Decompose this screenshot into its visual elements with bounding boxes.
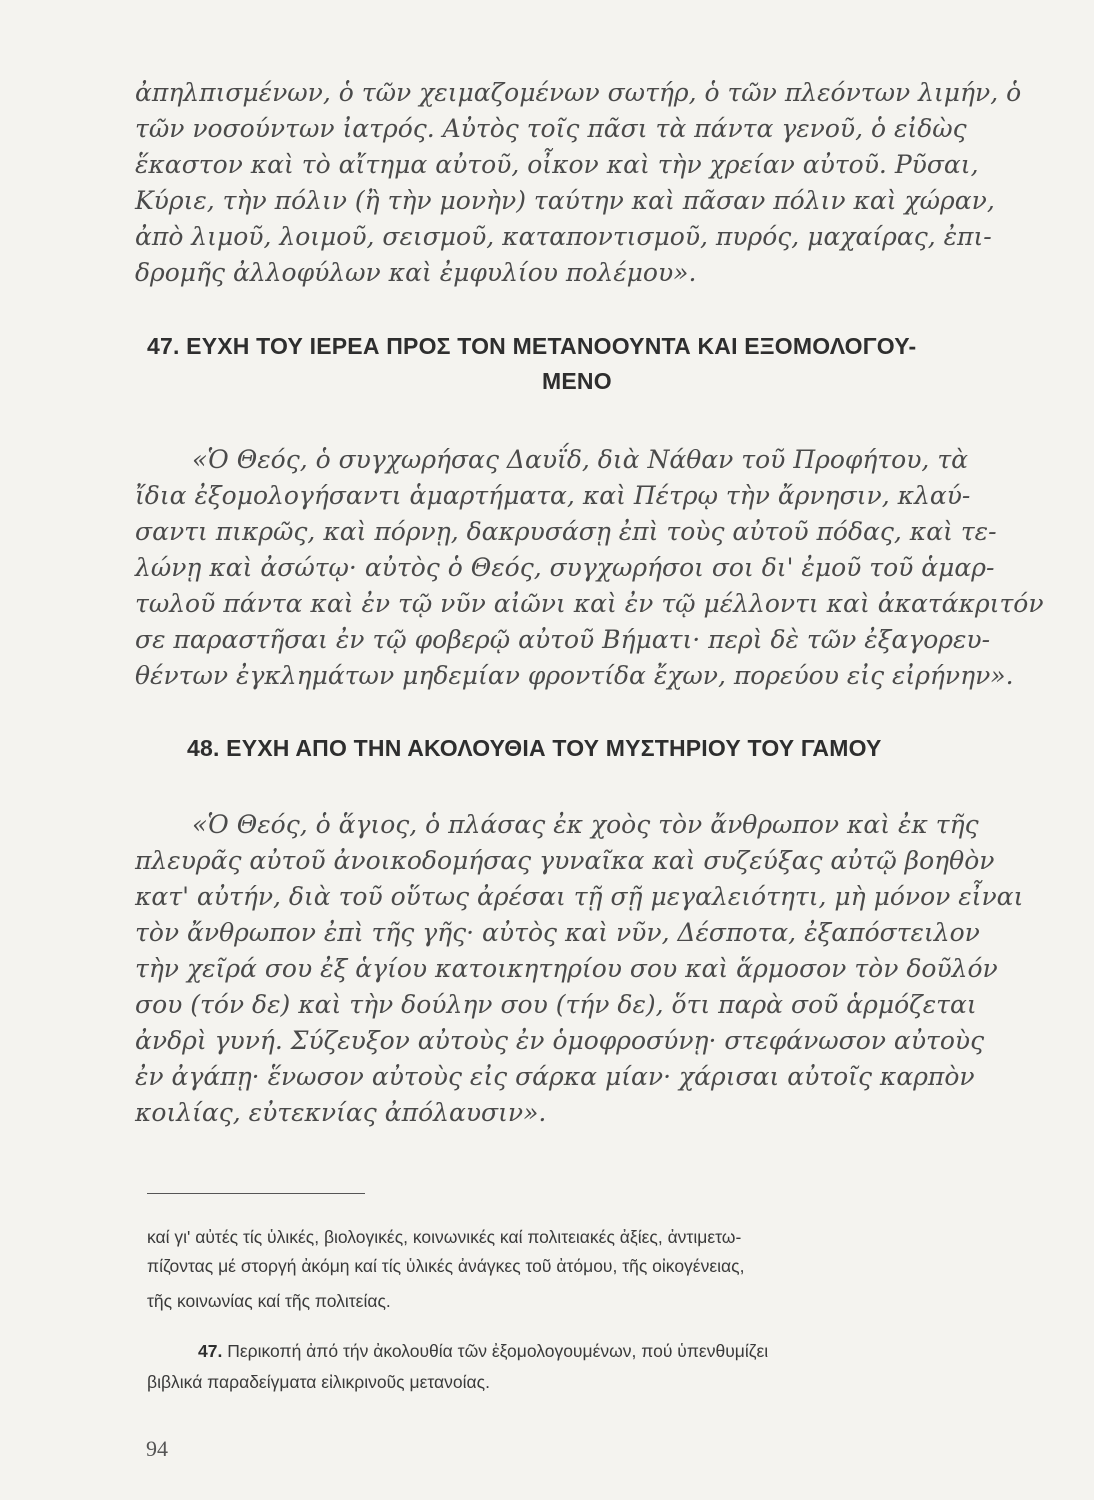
text-line: τὴν χεῖρά σου ἐξ ἁγίου κατοικητηρίου σου καὶ ἅρμοσον τὸν δοῦλόν bbox=[135, 954, 998, 983]
text-line: λώνῃ καὶ ἀσώτῳ· αὐτὸς ὁ Θεός, συγχωρήσοι σοι δι' ἐμοῦ τοῦ ἁμαρ- bbox=[135, 553, 995, 582]
text-line: σου (τόν δε) καὶ τὴν δούλην σου (τήν δε), ὅτι παρὰ σοῦ ἁρμόζεται bbox=[135, 990, 977, 1019]
footnote-47-number: 47. bbox=[198, 1341, 223, 1361]
section-47-heading: 47. ΕΥΧΗ ΤΟΥ ΙΕΡΕΑ ΠΡΟΣ ΤΟΝ ΜΕΤΑΝΟΟΥΝΤΑ ΚΑΙ ΕΞΟΜΟΛΟΓΟΥ- bbox=[147, 333, 917, 359]
text-line: ἴδια ἐξομολογήσαντι ἁμαρτήματα, καὶ Πέτρῳ τὴν ἄρνησιν, κλαύ- bbox=[135, 481, 971, 510]
text-line: πλευρᾶς αὐτοῦ ἀνοικοδομήσας γυναῖκα καὶ συζεύξας αὐτῷ βοηθὸν bbox=[135, 846, 995, 875]
text-line: ἀπὸ λιμοῦ, λοιμοῦ, σεισμοῦ, καταποντισμοῦ, πυρός, μαχαίρας, ἐπι- bbox=[135, 222, 992, 251]
text-line: θέντων ἐγκλημάτων μηδεμίαν φροντίδα ἔχων, πορεύου εἰς εἰρήνην». bbox=[135, 661, 1014, 690]
page-number: 94 bbox=[146, 1436, 168, 1461]
text-line: δρομῆς ἀλλοφύλων καὶ ἐμφυλίου πολέμου». bbox=[135, 258, 697, 287]
text-line: ἐν ἀγάπῃ· ἕνωσον αὐτοὺς εἰς σάρκα μίαν· χάρισαι αὐτοῖς καρπὸν bbox=[135, 1062, 975, 1091]
footnote-line: τῆς κοινωνίας καί τῆς πολιτείας. bbox=[147, 1291, 391, 1311]
text-line: κατ' αὐτήν, διὰ τοῦ οὕτως ἀρέσαι τῇ σῇ μεγαλειότητι, μὴ μόνον εἶναι bbox=[135, 882, 1024, 911]
text-line: ἀπηλπισμένων, ὁ τῶν χειμαζομένων σωτήρ, ὁ τῶν πλεόντων λιμήν, ὁ bbox=[135, 78, 1022, 107]
text-line: σε παραστῆσαι ἐν τῷ φοβερῷ αὐτοῦ Βήματι· περὶ δὲ τῶν ἐξαγορευ- bbox=[135, 625, 991, 654]
text-line: ἀνδρὶ γυνή. Σύζευξον αὐτοὺς ἐν ὁμοφροσύνῃ· στεφάνωσον αὐτοὺς bbox=[135, 1026, 985, 1055]
section-48-heading: 48. ΕΥΧΗ ΑΠΟ ΤΗΝ ΑΚΟΛΟΥΘΙΑ ΤΟΥ ΜΥΣΤΗΡΙΟΥ ΤΟΥ ΓΑΜΟΥ bbox=[187, 735, 882, 761]
footnote-line: καί γι' αὐτές τίς ὑλικές, βιολογικές, κοινωνικές καί πολιτειακές ἀξίες, ἀντιμετω- bbox=[147, 1227, 742, 1247]
text-line: κοιλίας, εὐτεκνίας ἀπόλαυσιν». bbox=[135, 1098, 547, 1127]
text-line: «Ὁ Θεός, ὁ ἅγιος, ὁ πλάσας ἐκ χοὸς τὸν ἄνθρωπον καὶ ἐκ τῆς bbox=[192, 810, 979, 839]
text-line: τὸν ἄνθρωπον ἐπὶ τῆς γῆς· αὐτὸς καὶ νῦν, Δέσποτα, ἐξαπόστειλον bbox=[135, 918, 980, 947]
text-line: ἕκαστον καὶ τὸ αἴτημα αὐτοῦ, οἶκον καὶ τὴν χρείαν αὐτοῦ. Ρῦσαι, bbox=[135, 150, 979, 179]
text-line: Κύριε, τὴν πόλιν (ἢ τὴν μονὴν) ταύτην καὶ πᾶσαν πόλιν καὶ χώραν, bbox=[135, 186, 995, 215]
footnote-47-line bbox=[198, 1343, 768, 1361]
section-47-heading-continuation: ΜΕΝΟ bbox=[542, 368, 612, 394]
footnote-divider bbox=[147, 1193, 365, 1194]
footnote-line: βιβλικά παραδείγματα εἰλικρινοῦς μετανοίας. bbox=[147, 1372, 490, 1392]
text-line: τῶν νοσούντων ἰατρός. Αὐτὸς τοῖς πᾶσι τὰ πάντα γενοῦ, ὁ εἰδὼς bbox=[135, 114, 967, 143]
text-line: σαντι πικρῶς, καὶ πόρνῃ, δακρυσάσῃ ἐπὶ τοὺς αὐτοῦ πόδας, καὶ τε- bbox=[135, 517, 997, 546]
footnote-47-text: Περικοπή ἀπό τήν ἀκολουθία τῶν ἐξομολογουμένων, πού ὑπενθυμίζει bbox=[227, 1341, 769, 1361]
footnote-line: πίζοντας μέ στοργή ἀκόμη καί τίς ὑλικές ἀνάγκες τοῦ ἀτόμου, τῆς οἰκογένειας, bbox=[147, 1256, 745, 1276]
text-line: «Ὁ Θεός, ὁ συγχωρήσας Δαυΐδ, διὰ Νάθαν τοῦ Προφήτου, τὰ bbox=[192, 445, 969, 474]
text-line: τωλοῦ πάντα καὶ ἐν τῷ νῦν αἰῶνι καὶ ἐν τῷ μέλλοντι καὶ ἀκατάκριτόν bbox=[135, 589, 1044, 618]
